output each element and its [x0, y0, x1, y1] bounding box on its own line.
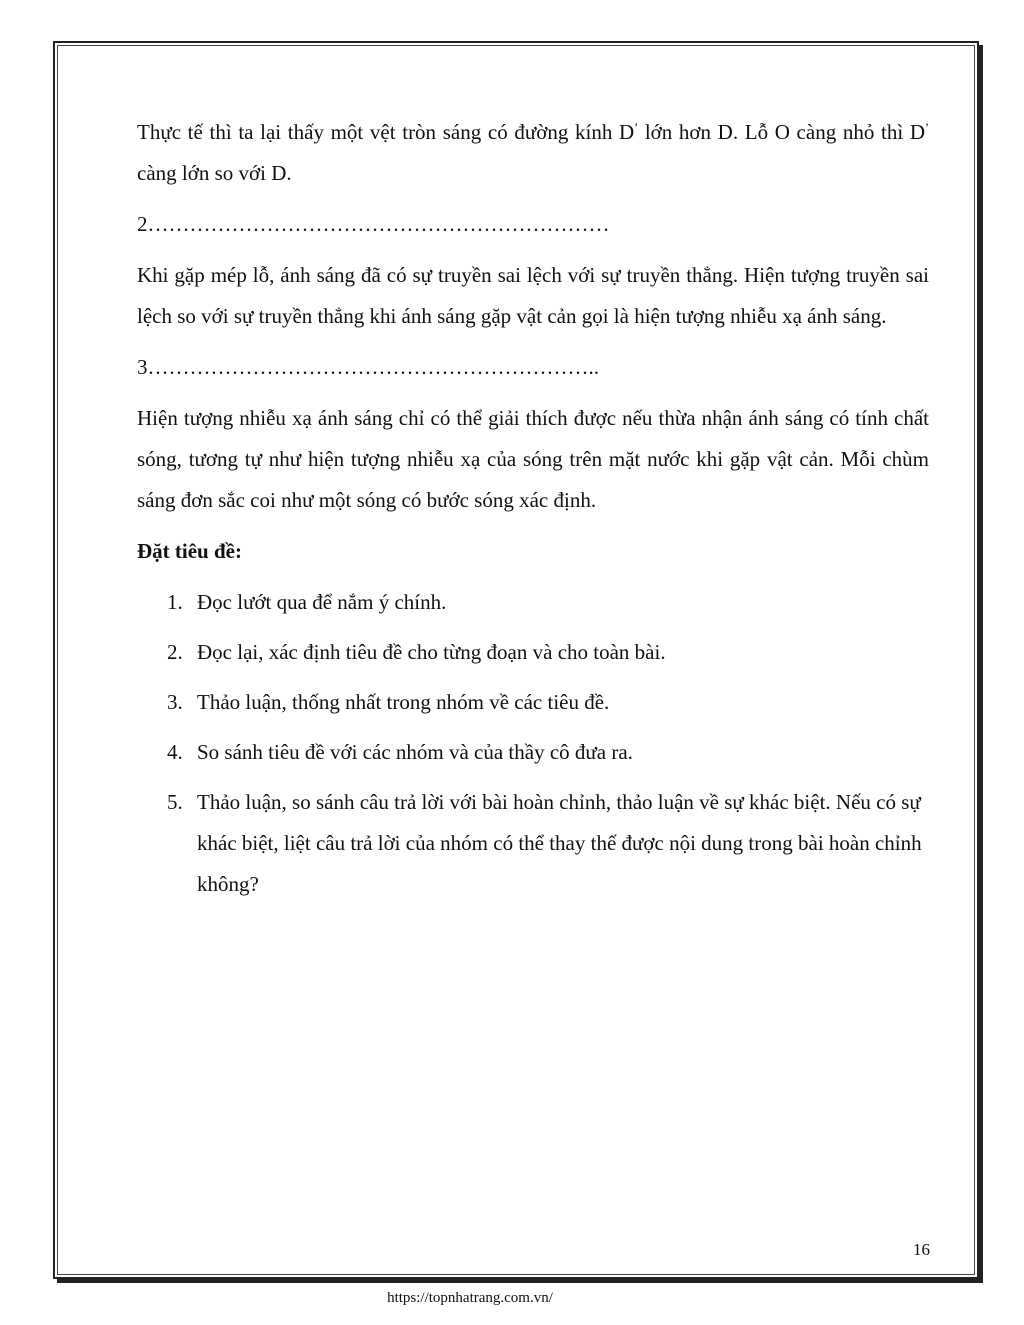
document-body — [137, 112, 929, 914]
steps-list — [137, 582, 929, 905]
list-item — [137, 682, 929, 723]
step-text: So sánh tiêu đề với các nhóm và của thầy cô đưa ra. — [197, 740, 633, 764]
paragraph-3: Hiện tượng nhiễu xạ ánh sáng chỉ có thể giải thích được nếu thừa nhận ánh sáng có tính chất sóng, tương tự như hiện tượng nhiễu xạ của sóng trên mặt nước khi gặp vật cản. Mỗi chùm sáng đơn sắc coi như một sóng có bước sóng xác định. — [137, 406, 929, 512]
paragraph-1-text-b: lớn hơn D. Lỗ O càng nhỏ thì D — [638, 120, 925, 144]
step-text: Đọc lại, xác định tiêu đề cho từng đoạn và cho toàn bài. — [197, 640, 666, 664]
step-number: 5. — [167, 790, 183, 814]
step-number: 1. — [167, 590, 183, 614]
prime-mark: ’ — [634, 120, 639, 134]
step-text: Thảo luận, thống nhất trong nhóm về các tiêu đề. — [197, 690, 610, 714]
step-number: 2. — [167, 640, 183, 664]
list-item — [137, 732, 929, 773]
blank-line-3: 3……………………………………………………….. — [137, 355, 599, 379]
list-item-number — [137, 732, 197, 773]
list-item-number — [137, 632, 197, 673]
list-item-number — [137, 682, 197, 723]
step-number: 3. — [167, 690, 183, 714]
step-number: 4. — [167, 740, 183, 764]
list-item-number — [137, 582, 197, 623]
prime-mark: ’ — [925, 120, 929, 134]
page-border-shadow — [57, 1279, 983, 1283]
paragraph-2: Khi gặp mép lỗ, ánh sáng đã có sự truyền sai lệch với sự truyền thẳng. Hiện tượng truyền sai lệch so với sự truyền thẳng khi ánh sáng gặp vật cản gọi là hiện tượng nhiễu xạ ánh sáng. — [137, 263, 929, 328]
step-text: Thảo luận, so sánh câu trả lời với bài hoàn chỉnh, thảo luận về sự khác biệt. Nếu có sự khác biệt, liệt câu trả lời của nhóm có thể thay thế được nội dung trong bài hoàn chỉnh không? — [197, 790, 922, 896]
page-border-shadow — [979, 45, 983, 1283]
page-number: 16 — [913, 1240, 930, 1259]
paragraph-1 — [137, 112, 929, 194]
blank-line-2: 2………………………………………………………… — [137, 212, 610, 236]
section-heading: Đặt tiêu đề: — [137, 539, 242, 563]
step-text: Đọc lướt qua để nắm ý chính. — [197, 590, 447, 614]
paragraph-1-text-a: Thực tế thì ta lại thấy một vệt tròn sáng có đường kính D — [137, 120, 635, 144]
list-item — [137, 582, 929, 623]
footer-url[interactable]: https://topnhatrang.com.vn/ — [387, 1290, 553, 1306]
paragraph-1-text-c: càng lớn so với D. — [137, 161, 292, 185]
list-item — [137, 632, 929, 673]
list-item — [137, 782, 929, 905]
list-item-number — [137, 782, 197, 905]
